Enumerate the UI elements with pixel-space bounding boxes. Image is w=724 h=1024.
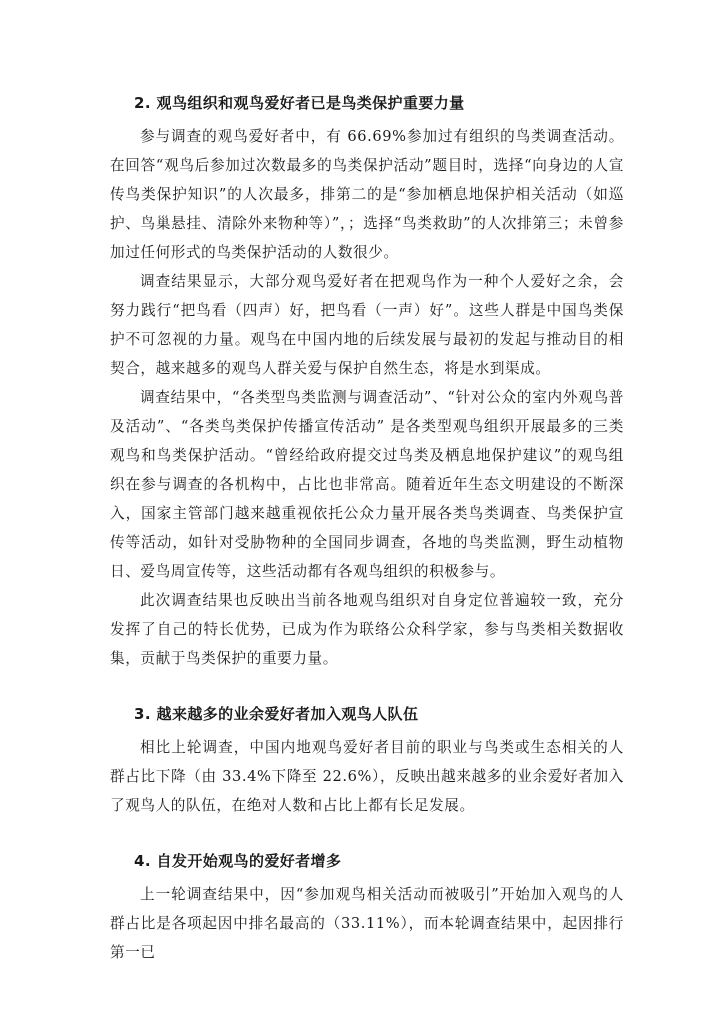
section-2 (110, 92, 624, 673)
section-4 (110, 850, 624, 967)
paragraph: 上一轮调查结果中，因“参加观鸟相关活动而被吸引”开始加入观鸟的人群占比是各项起因中排名最高的（33.11%），而本轮调查结果中，起因排行第一已 (110, 886, 624, 961)
paragraph: 调查结果中，“各类型鸟类监测与调查活动”、“针对公众的室内外观鸟普及活动”、“各类鸟类保护传播宣传活动” 是各类型观鸟组织开展最多的三类观鸟和鸟类保护活动。“曾经给政府提交过鸟类及栖息地保护建议”的观鸟组织在参与调查的各机构中，占比也非常高。随着近年生态文明建设的不断深入，国家主管部门越来越重视依托公众力量开展各类鸟类调查、鸟类保护宣传等活动，如针对受胁物种的全国同步调查，各地的鸟类监测，野生动植物日、爱鸟周宣传等，这些活动都有各观鸟组织的积极参与。 (110, 389, 624, 580)
paragraph: 调查结果显示，大部分观鸟爱好者在把观鸟作为一种个人爱好之余，会努力践行“把鸟看（四声）好，把鸟看（一声）好”。这些人群是中国鸟类保护不可忽视的力量。观鸟在中国内地的后续发展与最初的发起与推动目的相契合，越来越多的观鸟人群关爱与保护自然生态，将是水到渠成。 (110, 273, 624, 377)
paragraph: 此次调查结果也反映出当前各地观鸟组织对自身定位普遍较一致，充分发挥了自己的特长优势，已成为作为联络公众科学家，参与鸟类相关数据收集，贡献于鸟类保护的重要力量。 (110, 592, 624, 667)
spacer (110, 820, 624, 850)
document-page (110, 92, 624, 967)
section-3 (110, 703, 624, 820)
paragraph: 参与调查的观鸟爱好者中，有 66.69%参加过有组织的鸟类调查活动。在回答“观鸟后参加过次数最多的鸟类保护活动”题目时，选择“向身边的人宣传鸟类保护知识”的人次最多，排第二的是“参加栖息地保护相关活动（如巡护、鸟巢悬挂、清除外来物种等）”，；选择“鸟类救助”的人次排第三；未曾参加过任何形式的鸟类保护活动的人数很少。 (110, 128, 624, 261)
section-title: 2. 观鸟组织和观鸟爱好者已是鸟类保护重要力量 (134, 94, 465, 112)
section-title: 3. 越来越多的业余爱好者加入观鸟人队伍 (134, 705, 419, 723)
section-title: 4. 自发开始观鸟的爱好者增多 (134, 852, 342, 870)
spacer (110, 673, 624, 703)
paragraph: 相比上轮调查，中国内地观鸟爱好者目前的职业与鸟类或生态相关的人群占比下降（由 33.4%下降至 22.6%），反映出越来越多的业余爱好者加入了观鸟人的队伍，在绝对人数和占比上都有长足发展。 (110, 739, 624, 814)
